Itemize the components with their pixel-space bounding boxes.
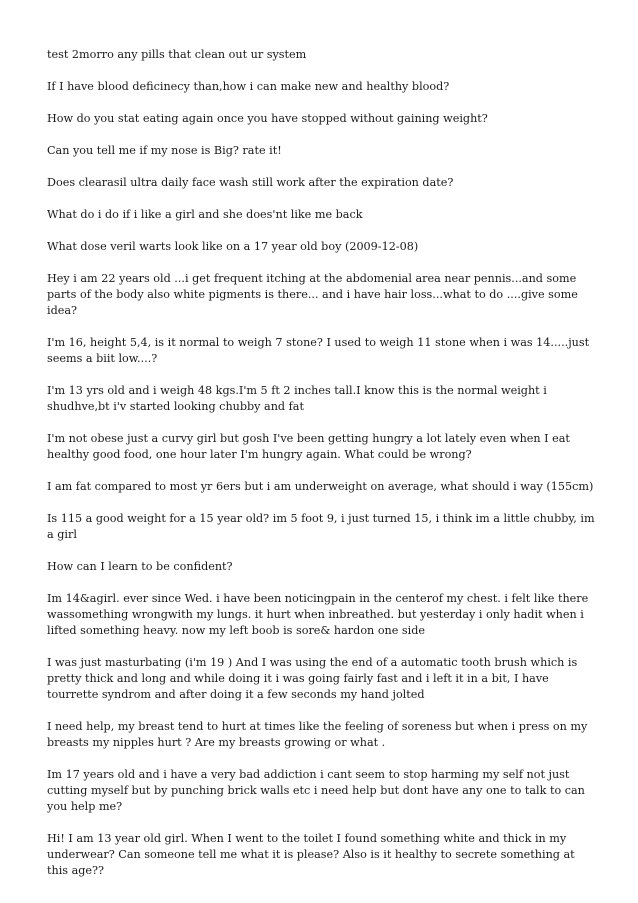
question-text: Im 14&agirl. ever since Wed. i have been noticingpain in the centerof my chest. i felt like there wassomething wrongwith my lungs. it hurt when inbreathed. but yesterday i only hadit when i lifted something heavy. now my left boob is sore& hardon one side xyxy=(47,592,589,637)
question-text: How can I learn to be confident? xyxy=(47,560,233,573)
question-text: Does clearasil ultra daily face wash still work after the expiration date? xyxy=(47,176,454,189)
question-list xyxy=(47,47,595,895)
question-text: What do i do if i like a girl and she does'nt like me back xyxy=(47,208,363,221)
question-text: Is 115 a good weight for a 15 year old? im 5 foot 9, i just turned 15, i think im a little chubby, im a girl xyxy=(47,512,595,541)
question-text: Hey i am 22 years old ...i get frequent itching at the abdomenial area near pennis...and some parts of the body also white pigments is there... and i have hair loss...what to do ....give some idea? xyxy=(47,272,578,317)
question-text: I was just masturbating (i'm 19 ) And I was using the end of a automatic tooth brush which is pretty thick and long and while doing it i was going fairly fast and i left it in a bit, I have tourrette syndrom and after doing it a few seconds my hand jolted xyxy=(47,656,578,701)
question-text: I'm not obese just a curvy girl but gosh I've been getting hungry a lot lately even when I eat healthy good food, one hour later I'm hungry again. What could be wrong? xyxy=(47,432,570,461)
question-text: What dose veril warts look like on a 17 year old boy (2009-12-08) xyxy=(47,240,419,253)
question-text: I'm 16, height 5,4, is it normal to weigh 7 stone? I used to weigh 11 stone when i was 14.....just seems a biit low....? xyxy=(47,336,590,365)
question-text: I'm 13 yrs old and i weigh 48 kgs.I'm 5 ft 2 inches tall.I know this is the normal weight i shudhve,bt i'v started looking chubby and fat xyxy=(47,384,547,413)
question-text: test 2morro any pills that clean out ur system xyxy=(47,48,307,61)
question-text: How do you stat eating again once you have stopped without gaining weight? xyxy=(47,112,488,125)
question-text: I need help, my breast tend to hurt at times like the feeling of soreness but when i press on my breasts my nipples hurt ? Are my breasts growing or what . xyxy=(47,720,588,749)
question-text: If I have blood deficinecy than,how i can make new and healthy blood? xyxy=(47,80,450,93)
question-text: Im 17 years old and i have a very bad addiction i cant seem to stop harming my self not just cutting myself but by punching brick walls etc i need help but dont have any one to talk to can you help me? xyxy=(47,768,585,813)
question-text: Can you tell me if my nose is Big? rate it! xyxy=(47,144,282,157)
question-text: I am fat compared to most yr 6ers but i am underweight on average, what should i way (155cm) xyxy=(47,480,594,493)
question-text: Hi! I am 13 year old girl. When I went to the toilet I found something white and thick in my underwear? Can someone tell me what it is please? Also is it healthy to secrete something at this age?? xyxy=(47,832,575,877)
